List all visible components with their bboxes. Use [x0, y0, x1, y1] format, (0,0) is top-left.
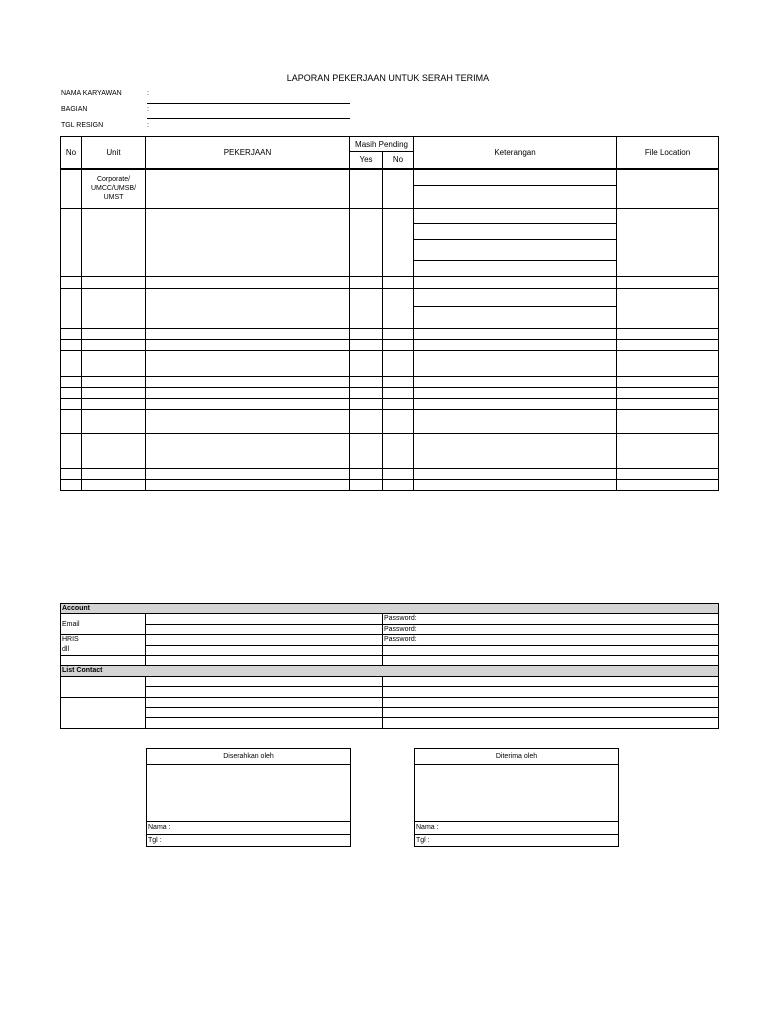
table-row	[61, 399, 719, 410]
field-sep: :	[147, 90, 149, 97]
section-list-contact: List Contact	[61, 666, 719, 676]
signature-area	[147, 765, 350, 822]
table-row	[61, 434, 719, 469]
password-label: Password:	[383, 624, 719, 634]
table-row	[61, 169, 719, 209]
table-row	[61, 289, 719, 329]
table-row	[61, 351, 719, 377]
field-input-line-nama	[147, 103, 350, 104]
signature-name-label: Nama :	[148, 824, 171, 831]
col-header-pekerjaan: PEKERJAAN	[146, 137, 350, 169]
signature-header: Diserahkan oleh	[147, 749, 350, 765]
email-label: Email	[61, 614, 146, 635]
account-table	[60, 603, 719, 729]
hris-label: HRIS	[61, 635, 146, 645]
col-header-no-pending: No	[383, 152, 414, 169]
table-row	[61, 480, 719, 491]
signature-date-label: Tgl :	[147, 834, 350, 847]
unit-cell: Corporate/ UMCC/UMSB/ UMST	[82, 169, 146, 209]
signature-header: Diterima oleh	[415, 749, 618, 765]
field-input-line-bagian	[147, 118, 350, 119]
table-row	[61, 410, 719, 434]
table-row	[61, 377, 719, 388]
col-header-yes: Yes	[350, 152, 383, 169]
section-account: Account	[61, 604, 719, 614]
table-row	[61, 209, 719, 277]
col-header-masih-pending: Masih Pending	[350, 137, 414, 152]
password-label: Password:	[383, 635, 719, 645]
signature-box-handed-by	[146, 748, 351, 847]
field-label-nama-karyawan: NAMA KARYAWAN	[61, 90, 122, 97]
col-header-keterangan: Keterangan	[414, 137, 617, 169]
signature-name-label: Nama :	[416, 824, 439, 831]
table-row	[61, 469, 719, 480]
table-row	[61, 340, 719, 351]
field-label-bagian: BAGIAN	[61, 106, 88, 113]
table-row	[61, 388, 719, 399]
field-sep: :	[147, 106, 149, 113]
field-label-tgl-resign: TGL RESIGN	[61, 122, 104, 129]
table-row	[61, 277, 719, 289]
work-report-table	[60, 136, 719, 491]
col-header-file-location: File Location	[617, 137, 719, 169]
password-label: Password:	[383, 614, 719, 624]
signature-date-label: Tgl :	[415, 834, 618, 847]
field-sep: :	[147, 122, 149, 129]
signature-area	[415, 765, 618, 822]
col-header-no: No	[61, 137, 82, 169]
signature-box-received-by	[414, 748, 619, 847]
col-header-unit: Unit	[82, 137, 146, 169]
page-title: LAPORAN PEKERJAAN UNTUK SERAH TERIMA	[286, 73, 490, 83]
table-row	[61, 329, 719, 340]
dll-label: dll	[61, 645, 146, 655]
